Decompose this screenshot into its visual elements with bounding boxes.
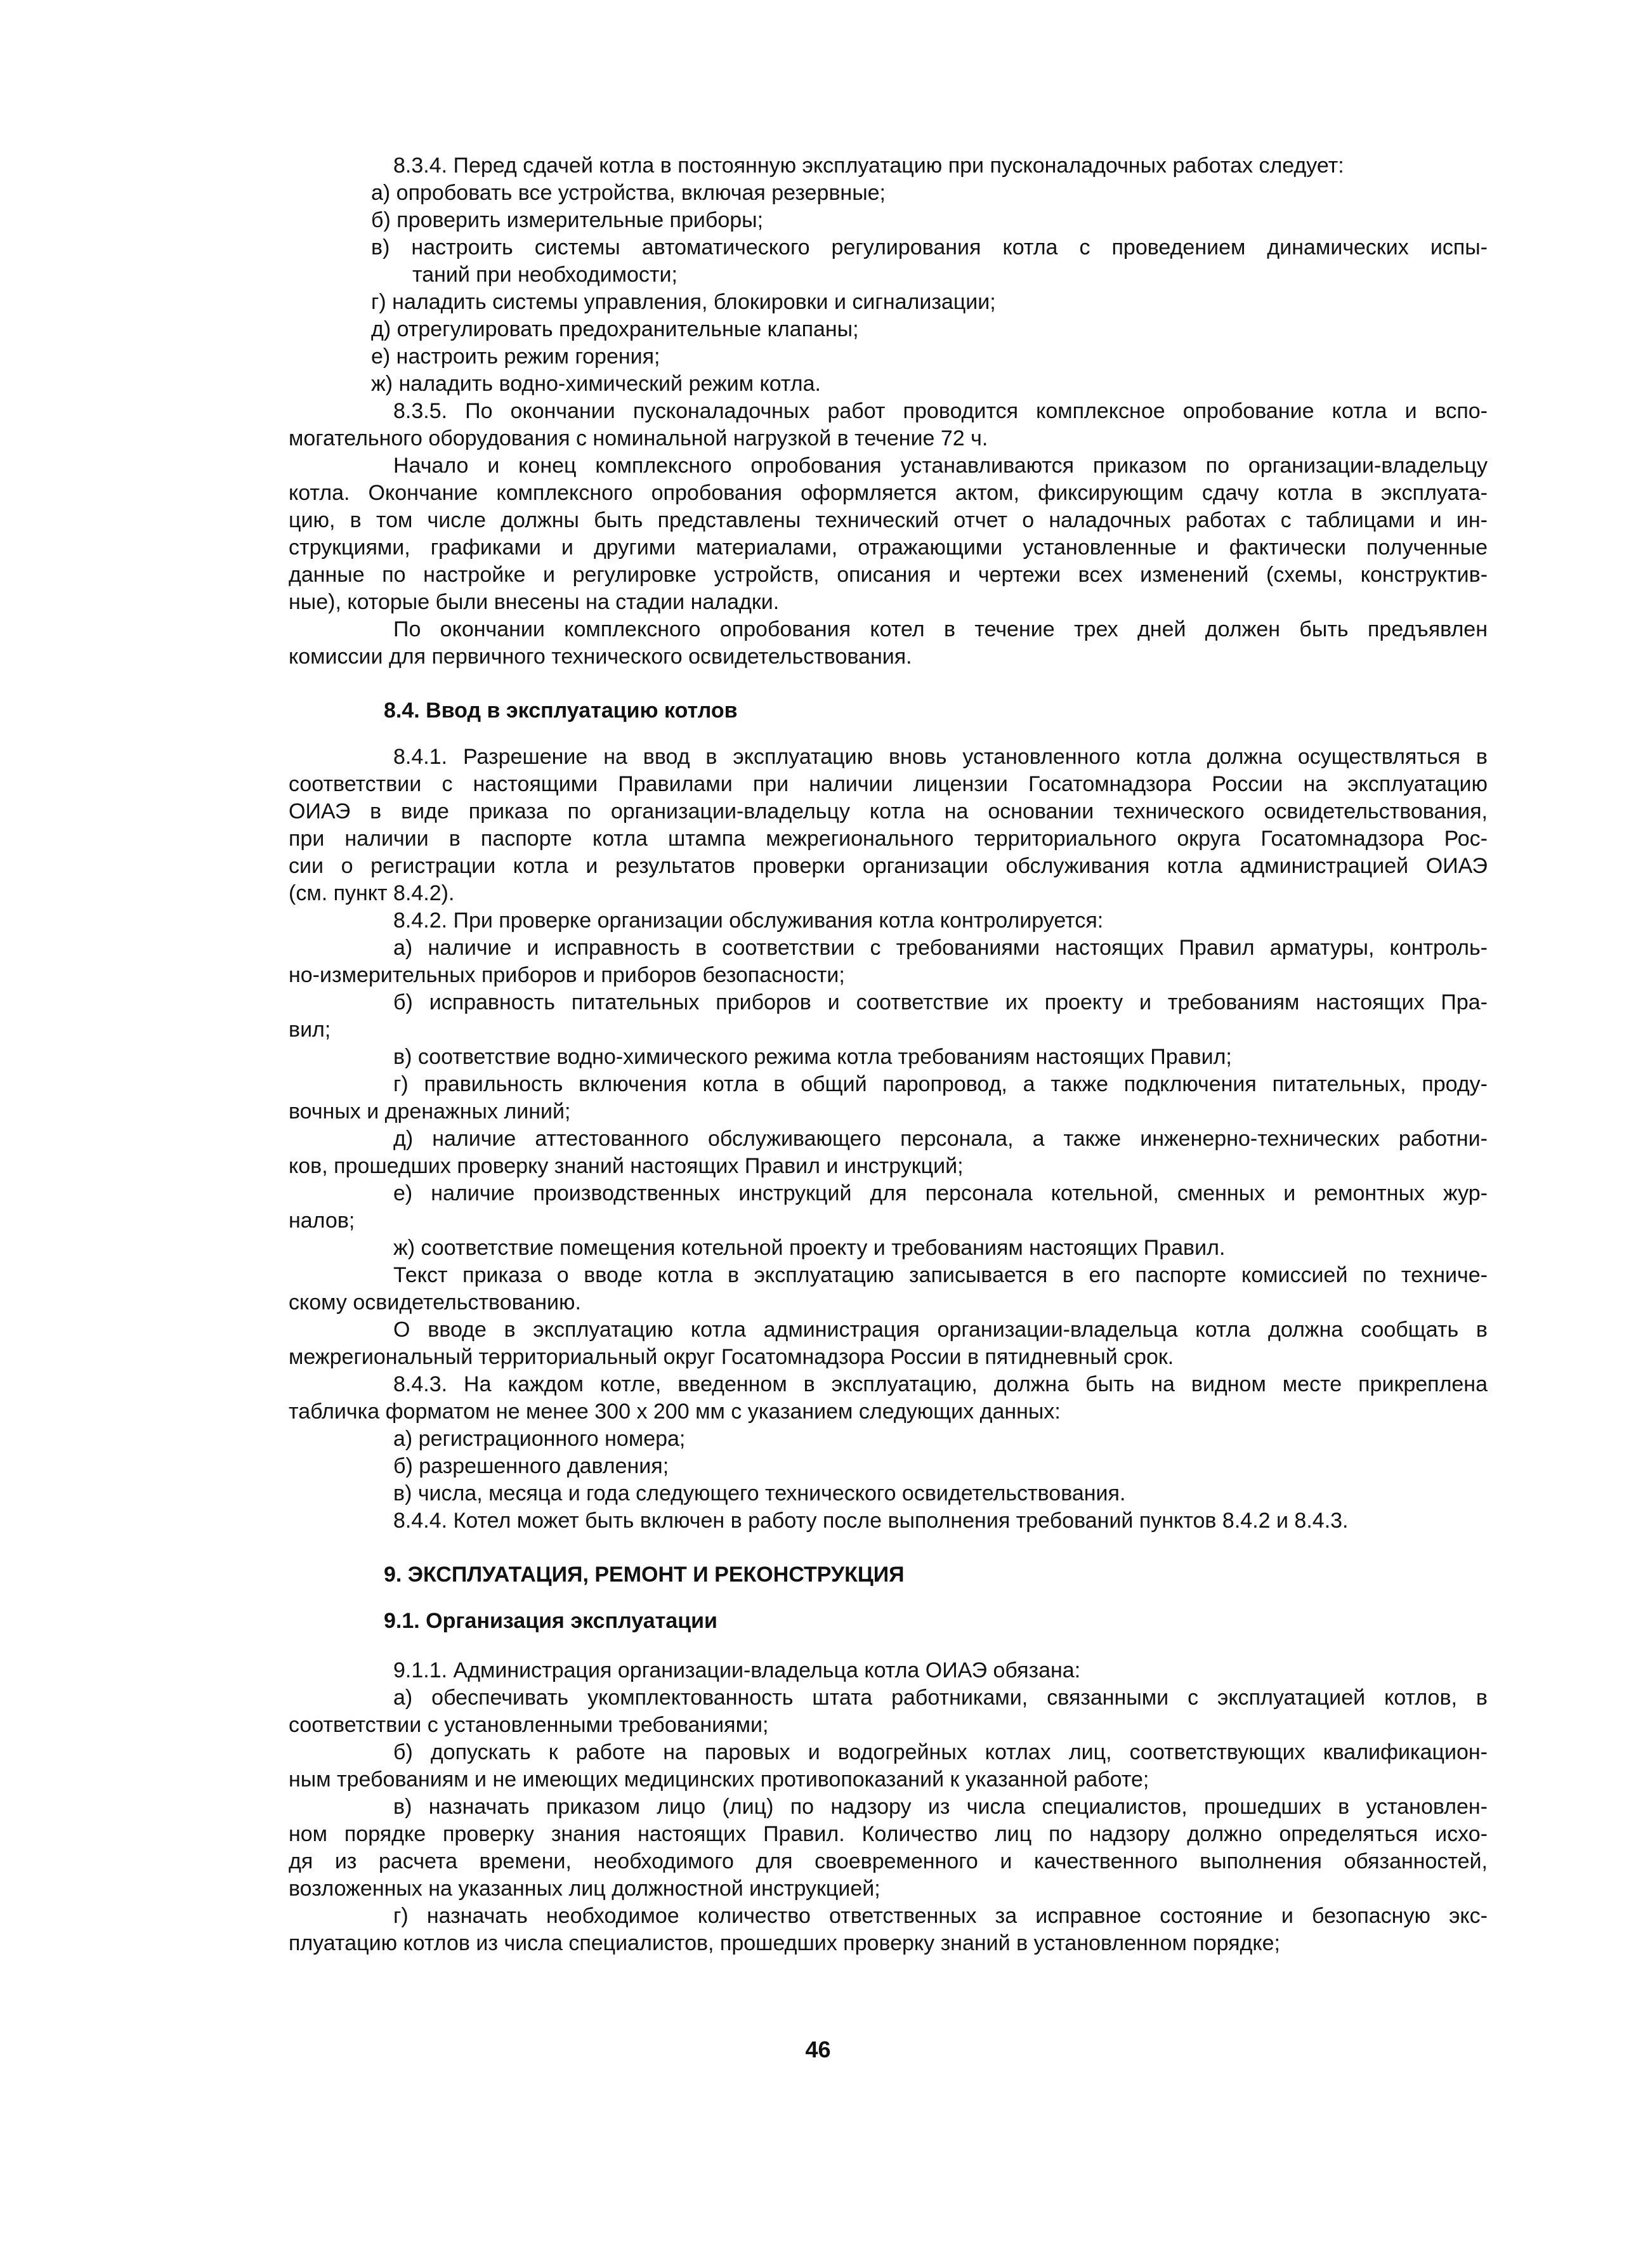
paragraph-line: По окончании комплексного опробования котел в течение трех дней должен быть предъявлен [393, 617, 1488, 641]
paragraph-line: ные), которые были внесены на стадии наладки. [289, 590, 780, 614]
section-heading-8-4: 8.4. Ввод в эксплуатацию котлов [384, 698, 738, 723]
list-item-e: е) наличие производственных инструкций для персонала котельной, сменных и ремонтных жур- [393, 1181, 1488, 1205]
list-item-a: а) регистрационного номера; [393, 1427, 686, 1451]
list-item-g: г) наладить системы управления, блокировки и сигнализации; [371, 290, 996, 314]
paragraph-line: цию, в том числе должны быть представлены технический отчет о наладочных работах с таблицами и ин- [289, 508, 1488, 532]
list-item-b-cont: ным требованиям и не имеющих медицинских противопоказаний к указанной работе; [289, 1767, 1149, 1792]
list-item-a: а) обеспечивать укомплектованность штата работниками, связанными с эксплуатацией котлов, в [393, 1686, 1488, 1710]
paragraph-line: соответствии с настоящими Правилами при наличии лицензии Госатомнадзора России на эксплуатацию [289, 772, 1488, 796]
paragraph-line: при наличии в паспорте котла штампа межрегионального территориального округа Госатомнадзора Рос- [289, 827, 1488, 851]
list-item-v-cont: возложенных на указанных лиц должностной инструкцией; [289, 1877, 880, 1901]
paragraph-8-4-4: 8.4.4. Котел может быть включен в работу после выполнения требований пунктов 8.4.2 и 8.4.3. [393, 1509, 1349, 1533]
list-item-g-cont: плуатацию котлов из числа специалистов, прошедших проверку знаний в установленном порядке; [289, 1931, 1281, 1955]
list-item-zh: ж) наладить водно-химический режим котла. [371, 372, 821, 396]
list-item-v: в) соответствие водно-химического режима котла требованиям настоящих Правил; [393, 1045, 1232, 1069]
paragraph-line: котла. Окончание комплексного опробования оформляется актом, фиксирующим сдачу котла в эксплуата- [289, 481, 1488, 505]
paragraph-8-4-3: 8.4.3. На каждом котле, введенном в эксплуатацию, должна быть на видном месте прикреплена [393, 1372, 1488, 1396]
paragraph-8-4-1: 8.4.1. Разрешение на ввод в эксплуатацию вновь установленного котла должна осуществляться в [393, 745, 1488, 769]
paragraph-8-4-2: 8.4.2. При проверке организации обслуживания котла контролируется: [393, 908, 1104, 933]
paragraph-line: Начало и конец комплексного опробования устанавливаются приказом по организации-владельцу [393, 454, 1488, 478]
list-item-g: г) правильность включения котла в общий паропровод, а также подключения питательных, проду- [393, 1072, 1488, 1096]
list-item-d: д) наличие аттестованного обслуживающего персонала, а также инженерно-технических работни- [393, 1127, 1488, 1151]
paragraph-line: межрегиональный территориальный округ Госатомнадзора России в пятидневный срок. [289, 1345, 1174, 1369]
list-item-b: б) проверить измерительные приборы; [371, 208, 764, 232]
list-item-a-cont: соответствии с установленными требованиями; [289, 1713, 769, 1737]
list-item-v-cont: дя из расчета времени, необходимого для своевременного и качественного выполнения обязанностей, [289, 1849, 1488, 1873]
paragraph-9-1-1: 9.1.1. Администрация организации-владельца котла ОИАЭ обязана: [393, 1658, 1081, 1682]
paragraph-line: скому освидетельствованию. [289, 1290, 581, 1314]
chapter-heading-9: 9. ЭКСПЛУАТАЦИЯ, РЕМОНТ И РЕКОНСТРУКЦИЯ [384, 1563, 905, 1587]
paragraph-line: табличка форматом не менее 300 x 200 мм с указанием следующих данных: [289, 1399, 1061, 1424]
list-item-e: е) настроить режим горения; [371, 344, 660, 369]
paragraph-8-3-5: 8.3.5. По окончании пусконаладочных работ проводится комплексное опробование котла и вспо- [393, 399, 1488, 423]
list-item-a: а) наличие и исправность в соответствии с требованиями настоящих Правил арматуры, контроль- [393, 936, 1488, 960]
list-item-d-cont: ков, прошедших проверку знаний настоящих Правил и инструкций; [289, 1154, 964, 1178]
list-item-g-cont: вочных и дренажных линий; [289, 1099, 571, 1124]
paragraph-line: Текст приказа о вводе котла в эксплуатацию записывается в его паспорте комиссией по техниче- [393, 1263, 1488, 1287]
paragraph-8-3-4: 8.3.4. Перед сдачей котла в постоянную эксплуатацию при пусконаладочных работах следует: [393, 154, 1344, 178]
paragraph-line: сии о регистрации котла и результатов проверки организации обслуживания котла администрацией ОИАЭ [289, 854, 1488, 878]
list-item-v: в) назначать приказом лицо (лиц) по надзору из числа специалистов, прошедших в установлен- [393, 1795, 1488, 1819]
paragraph-line: (см. пункт 8.4.2). [289, 881, 455, 905]
list-item-v: в) настроить системы автоматического регулирования котла с проведением динамических испы- [371, 235, 1488, 259]
list-item-b-cont: вил; [289, 1018, 331, 1042]
paragraph-8-3-5-cont: могательного оборудования с номинальной нагрузкой в течение 72 ч. [289, 426, 988, 450]
paragraph-line: ОИАЭ в виде приказа по организации-владельцу котла на основании технического освидетельствования, [289, 799, 1488, 823]
paragraph-line: О вводе в эксплуатацию котла администрация организации-владельца котла должна сообщать в [393, 1318, 1488, 1342]
list-item-v-cont: таний при необходимости; [412, 263, 677, 287]
paragraph-line: комиссии для первичного технического освидетельствования. [289, 645, 912, 669]
list-item-v-cont: ном порядке проверку знания настоящих Правил. Количество лиц по надзору должно определяться исхо- [289, 1822, 1488, 1846]
page-number: 46 [805, 2036, 831, 2062]
list-item-v: в) числа, месяца и года следующего технического освидетельствования. [393, 1481, 1126, 1505]
list-item-a-cont: но-измерительных приборов и приборов безопасности; [289, 963, 845, 987]
list-item-b: б) разрешенного давления; [393, 1454, 669, 1478]
list-item-g: г) назначать необходимое количество ответственных за исправное состояние и безопасную экс- [393, 1904, 1488, 1928]
section-heading-9-1: 9.1. Организация эксплуатации [384, 1609, 717, 1633]
list-item-b: б) допускать к работе на паровых и водогрейных котлах лиц, соответствующих квалификацион- [393, 1740, 1488, 1764]
document-page [289, 152, 1488, 1957]
list-item-d: д) отрегулировать предохранительные клапаны; [371, 317, 859, 341]
paragraph-line: данные по настройке и регулировке устройств, описания и чертежи всех изменений (схемы, конструктив- [289, 563, 1488, 587]
paragraph-line: струкциями, графиками и другими материалами, отражающими установленные и фактически полученные [289, 535, 1488, 560]
list-item-b: б) исправность питательных приборов и соответствие их проекту и требованиям настоящих Пра- [393, 990, 1488, 1014]
list-item-a: а) опробовать все устройства, включая резервные; [371, 181, 886, 205]
list-item-zh: ж) соответствие помещения котельной проекту и требованиям настоящих Правил. [393, 1236, 1226, 1260]
list-item-e-cont: налов; [289, 1209, 355, 1233]
